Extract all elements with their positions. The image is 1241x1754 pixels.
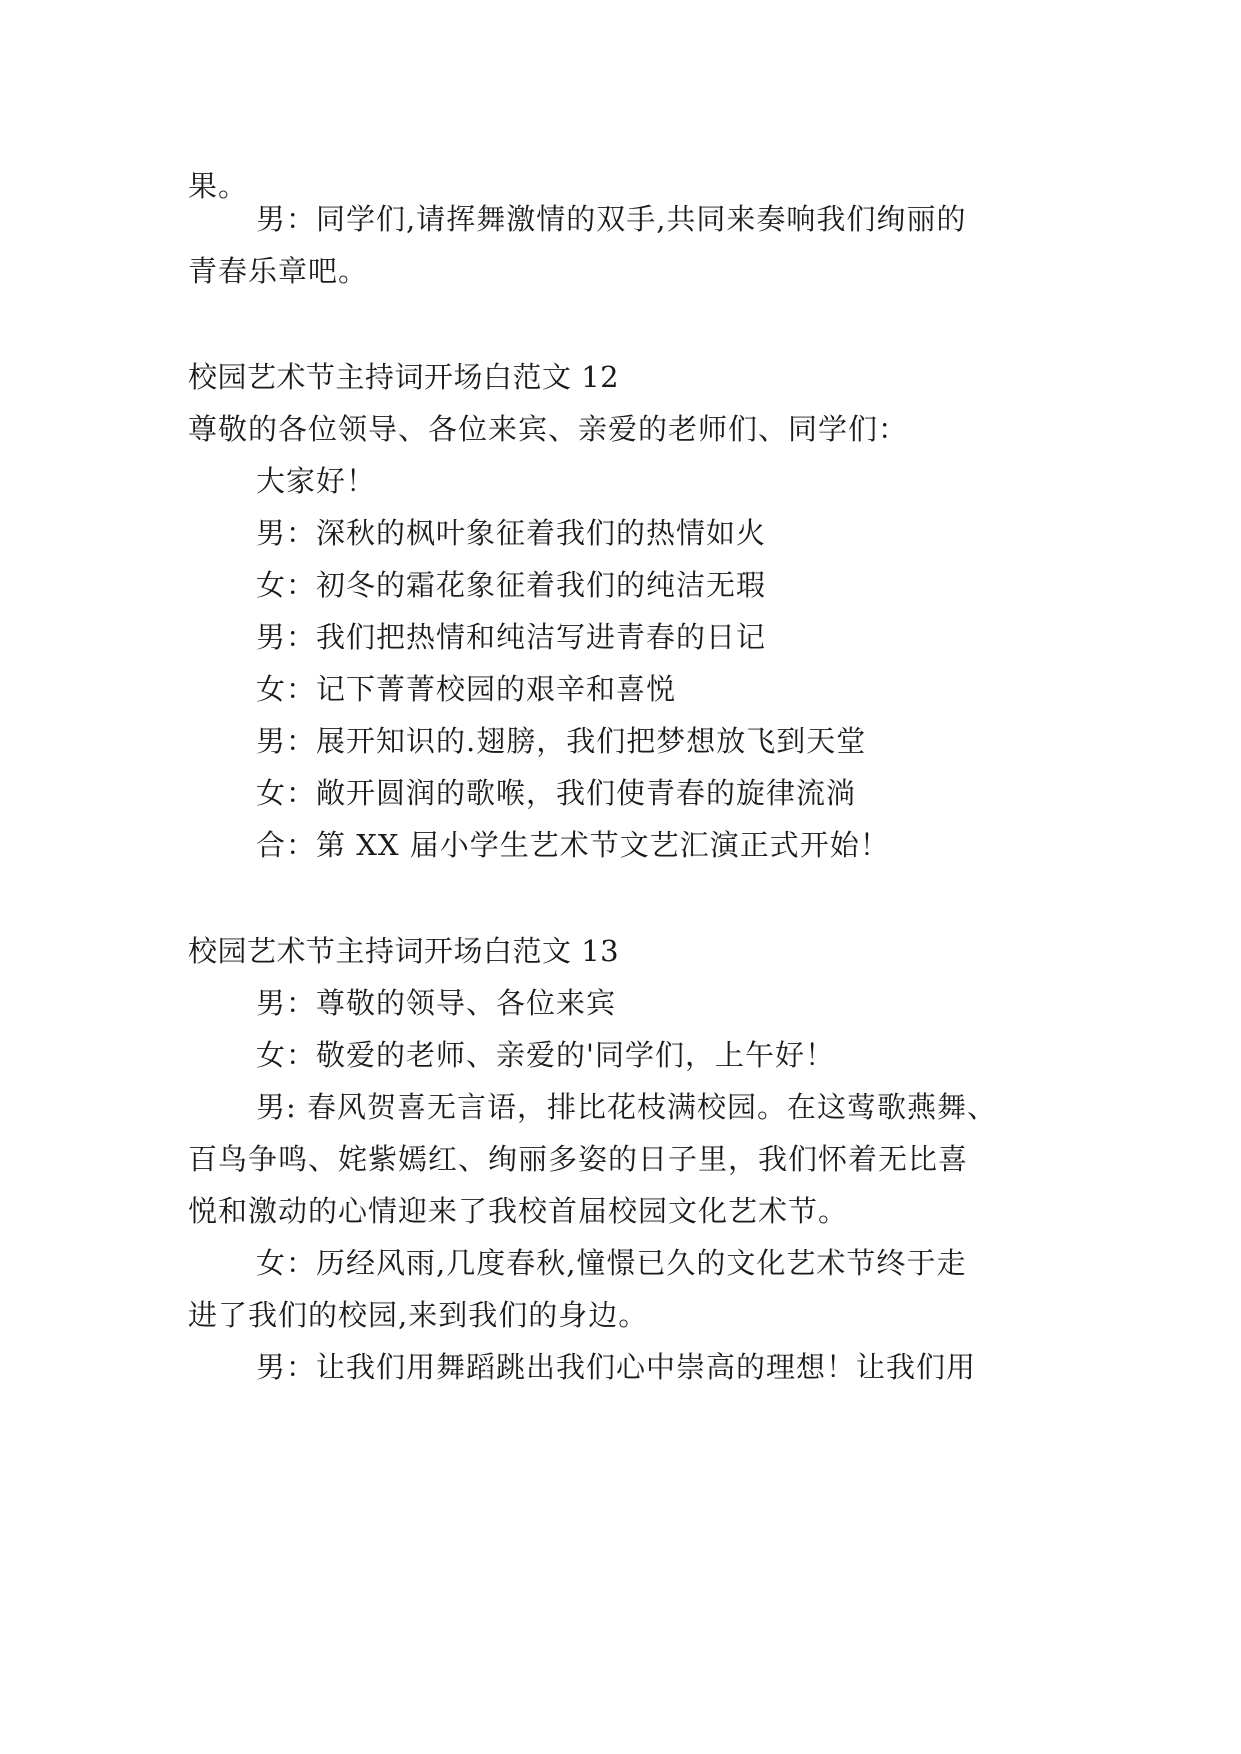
dialogue-line: 合：第 XX 届小学生艺术节文艺汇演正式开始！ [256,828,890,862]
text-line: 男：同学们,请挥舞激情的双手,共同来奏响我们绚丽的 [256,202,967,236]
dialogue-line: 女：初冬的霜花象征着我们的纯洁无瑕 [256,568,767,602]
dialogue-line: 女：敞开圆润的歌喉，我们使青春的旋律流淌 [256,776,857,810]
dialogue-line: 男：尊敬的领导、各位来宾 [256,986,617,1020]
dialogue-line: 男：深秋的枫叶象征着我们的热情如火 [256,516,767,550]
dialogue-line: 男：我们把热情和纯洁写进青春的日记 [256,620,767,654]
dialogue-line: 男: 春风贺喜无言语，排比花枝满校园。在这莺歌燕舞、 [256,1090,997,1124]
text-line: 青春乐章吧。 [188,254,369,288]
text-line: 大家好！ [256,464,377,498]
section-heading: 校园艺术节主持词开场白范文 13 [188,934,620,968]
text-line: 进了我们的校园,来到我们的身边。 [188,1298,649,1332]
salutation: 尊敬的各位领导、各位来宾、亲爱的老师们、同学们： [188,412,909,446]
dialogue-line: 女：历经风雨,几度春秋,憧憬已久的文化艺术节终于走 [256,1246,967,1280]
section-heading: 校园艺术节主持词开场白范文 12 [188,360,620,394]
dialogue-line: 男：让我们用舞蹈跳出我们心中崇高的理想！让我们用 [256,1350,977,1384]
dialogue-line: 女：记下菁菁校园的艰辛和喜悦 [256,672,677,706]
text-line: 百鸟争鸣、姹紫嫣红、绚丽多姿的日子里，我们怀着无比喜 [188,1142,969,1176]
dialogue-line: 女：敬爱的老师、亲爱的'同学们，上午好！ [256,1038,835,1072]
text-line: 果。 [188,169,249,203]
dialogue-line: 男：展开知识的.翅膀，我们把梦想放飞到天堂 [256,724,867,758]
text-line: 悦和激动的心情迎来了我校首届校园文化艺术节。 [188,1194,849,1228]
